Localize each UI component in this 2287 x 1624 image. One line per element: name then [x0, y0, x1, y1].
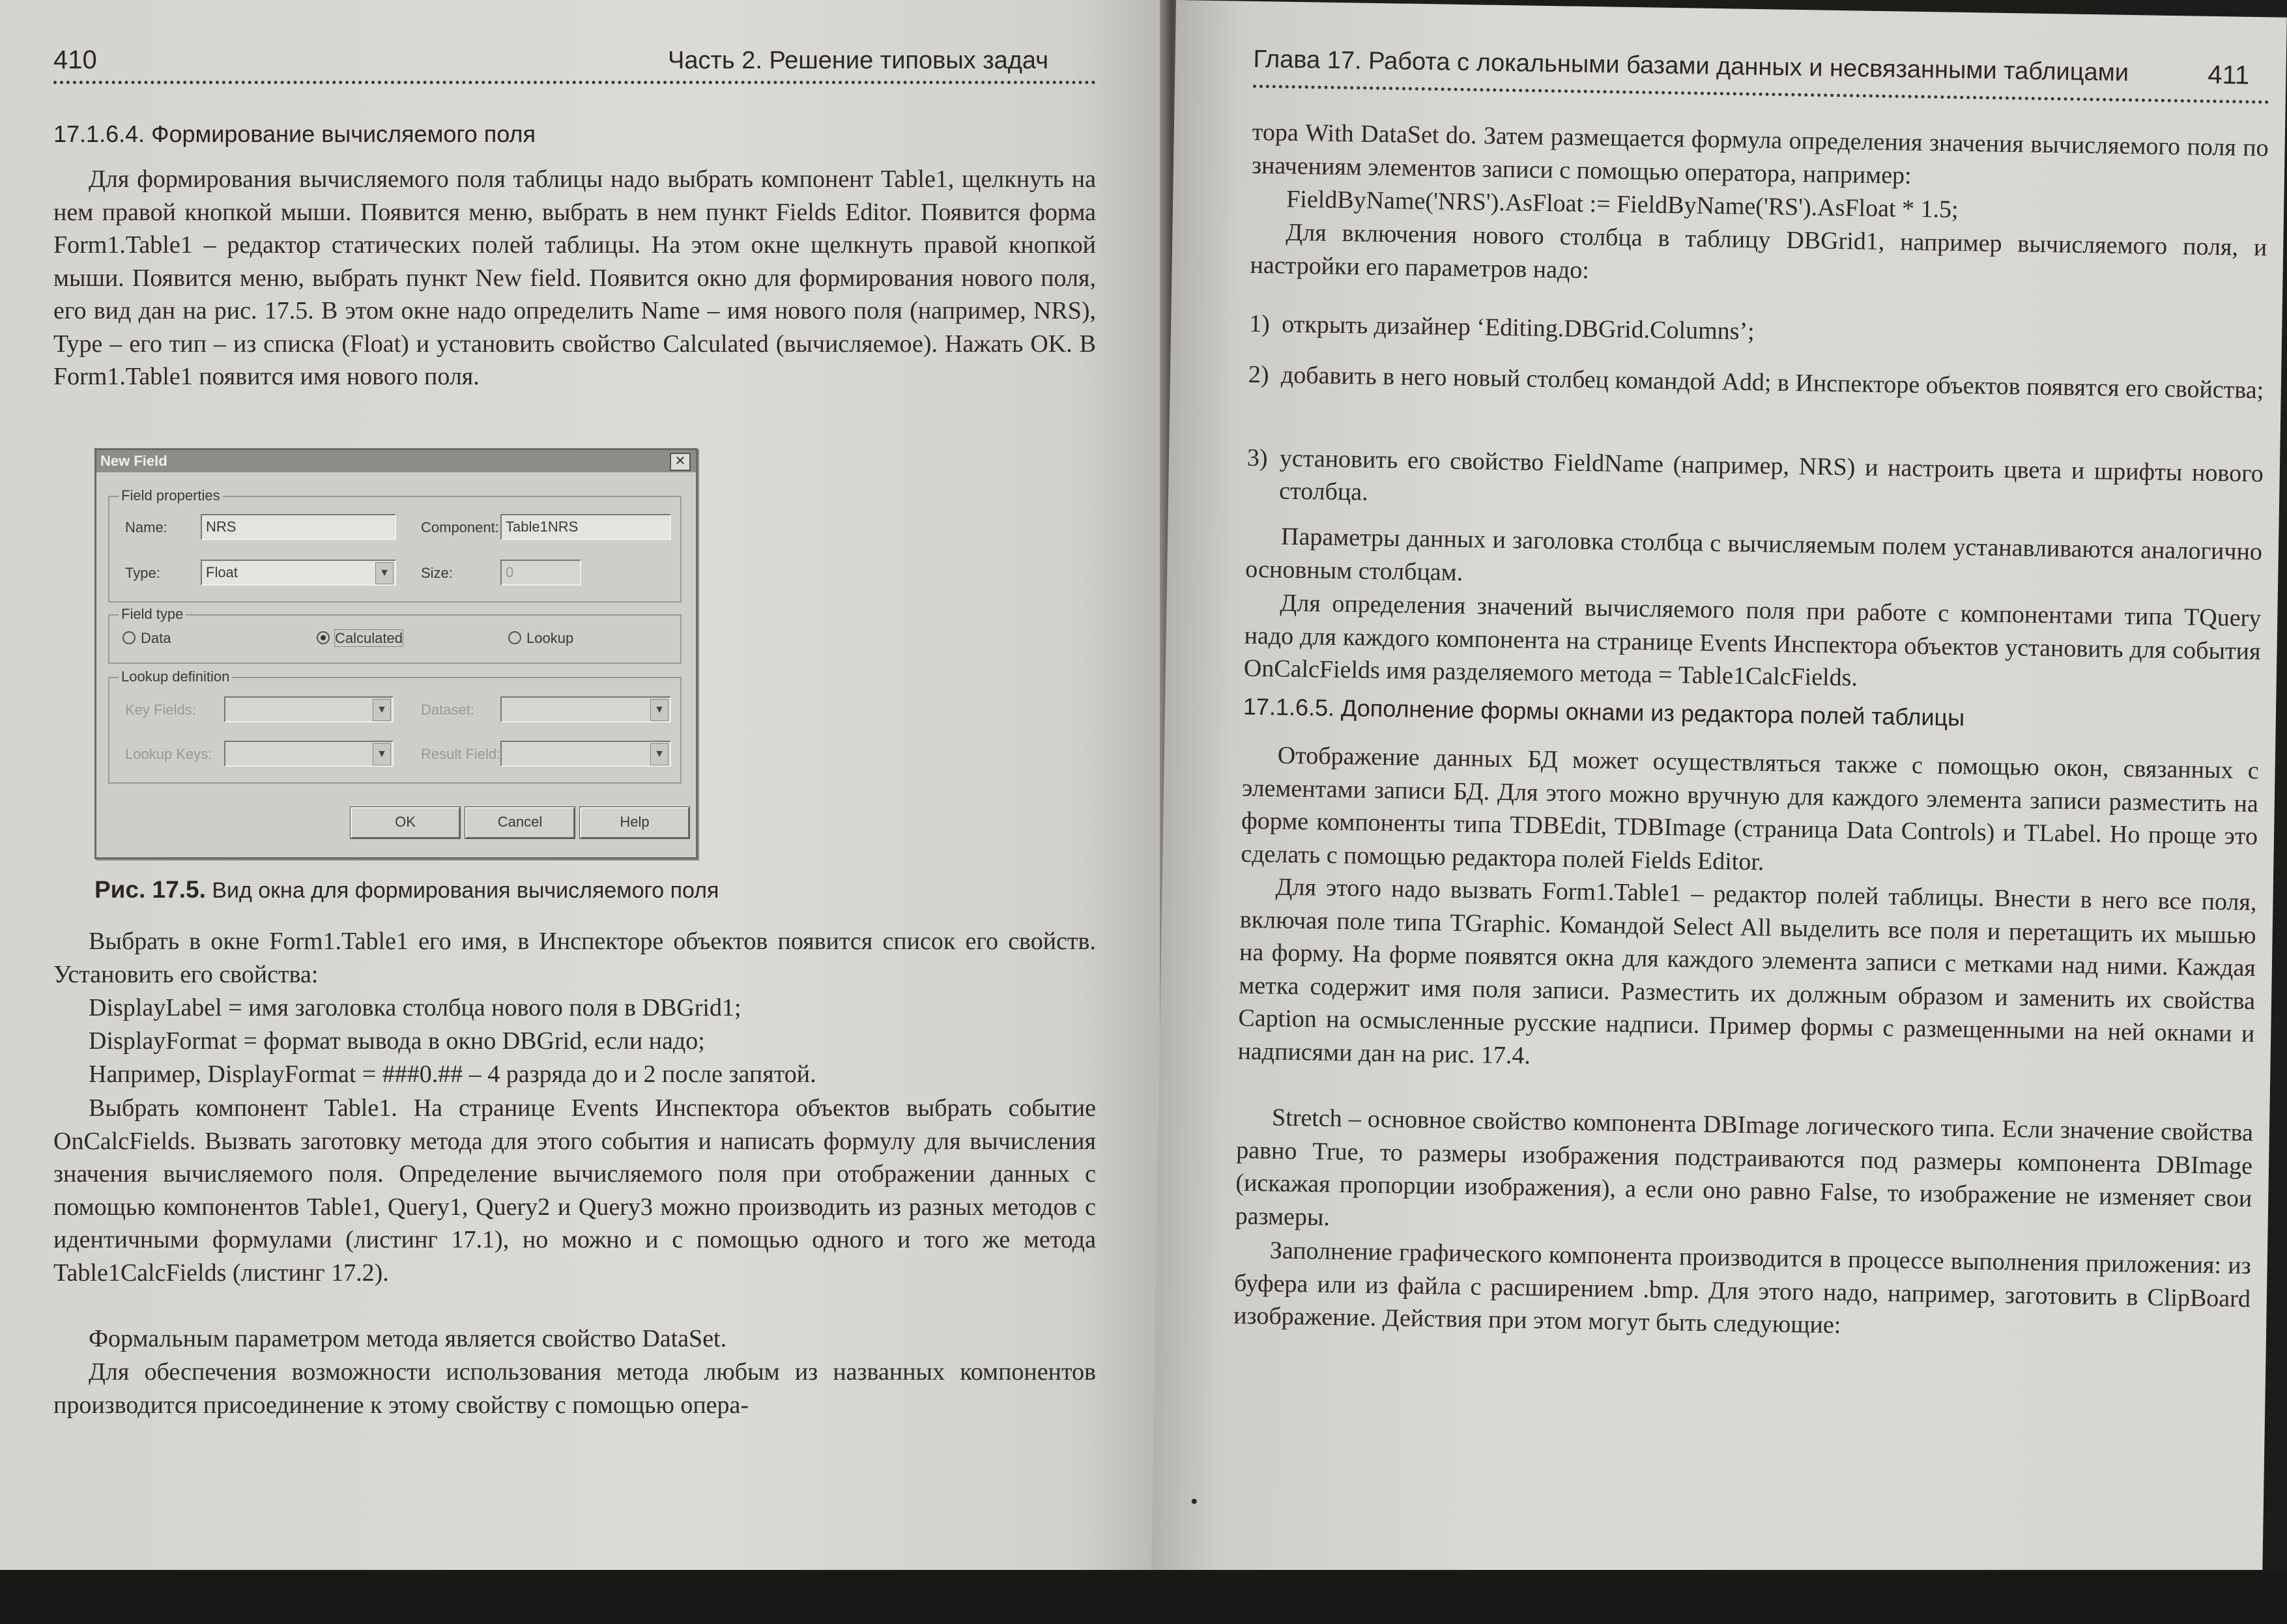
list-number: 3): [1246, 444, 1268, 472]
type-select[interactable]: [201, 560, 396, 586]
header-rule: [1253, 85, 2269, 104]
list-text: добавить в него новый столбец командой Add; в Инспекторе объектов появятся его свойства;: [1280, 361, 2264, 405]
paragraph: Выбрать компонент Table1. На странице Events Инспектора объектов выбрать событие OnCalcFields. Вызвать заготовку метода для этого события и написать формулу для вычисления значения вычисляемого поля. Определение вычисляемого поля при отображении данных с помощью компонентов Table1, Query1, Query2 и Query3 можно производить из разных методов с идентичными формулами (листинг 17.1), но можно и с помощью одного и того же метода Table1CalcFields (листинг 17.2).: [53, 1094, 1096, 1287]
list-item: [1246, 442, 2264, 522]
new-field-dialog: [94, 448, 698, 859]
chevron-down-icon[interactable]: ▼: [650, 699, 669, 721]
radio-selected-icon: [317, 631, 330, 644]
paragraph: DisplayFormat = формат вывода в окно DBGrid, если надо;: [89, 1027, 705, 1055]
paragraph: Выбрать в окне Form1.Table1 его имя, в Инспекторе объектов появится список его свойств. Установить его свойства:: [53, 928, 1096, 988]
size-label: Size:: [421, 565, 453, 581]
paragraph: Например, DisplayFormat = ###0.## – 4 разряда до и 2 после запятой.: [89, 1061, 816, 1088]
paragraph: DisplayLabel = имя заголовка столбца нового поля в DBGrid1;: [89, 994, 741, 1021]
key-fields-select[interactable]: [224, 696, 394, 722]
section-title: 17.1.6.5. Дополнение формы окнами из редактора полей таблицы: [1243, 692, 1965, 732]
help-button[interactable]: Help: [580, 807, 689, 838]
list-text: открыть дизайнер ‘Editing.DBGrid.Columns’;: [1281, 310, 1755, 346]
size-input[interactable]: 0: [500, 560, 581, 586]
left-page: [0, 0, 1166, 1576]
code-line: FieldByName('NRS').AsFloat := FieldByName('RS').AsFloat * 1.5;: [1286, 185, 1959, 223]
chevron-down-icon[interactable]: ▼: [373, 699, 391, 721]
lookup-definition-group: [108, 668, 682, 784]
radio-calculated[interactable]: [317, 630, 403, 647]
paragraph: Для определения значений вычисляемого поля при работе с компонентами типа TQuery надо для каждого компонента на странице Events Инспектора объектов установить для события OnCalcFields имя разделяемого метода = Table1CalcFields.: [1243, 589, 2262, 692]
group-label: Field type: [119, 606, 186, 623]
section-title: 17.1.6.4. Формирование вычисляемого поля: [53, 121, 536, 147]
running-title: Часть 2. Решение типовых задач: [668, 47, 1049, 74]
paragraph: тора With DataSet do. Затем размещается формула определения значения вычисляемого поля по значениям элементов записи с помощью оператора, например:: [1251, 118, 2269, 190]
cancel-button[interactable]: Cancel: [465, 807, 575, 838]
figure-label: Рис. 17.5.: [94, 876, 206, 903]
result-field-select[interactable]: [500, 741, 671, 767]
paragraph: Параметры данных и заголовка столбца с вычисляемым полем устанавливаются аналогично основным столбцам.: [1244, 522, 2263, 586]
component-input[interactable]: Table1NRS: [500, 514, 671, 540]
paragraph: Формальным параметром метода является свойство DataSet.: [89, 1325, 727, 1352]
figure-caption-text: Вид окна для формирования вычисляемого поля: [212, 878, 719, 903]
paragraph: Для формирования вычисляемого поля таблицы надо выбрать компонент Table1, щелкнуть на нем правой кнопкой мыши. Появится меню, выбрать в нем пункт Fields Editor. Появится форма Form1.Table1 – редактор статических полей таблицы. На этом окне щелкнуть правой кнопкой мыши. Появится меню, выбрать пункт New field. Появится окно для формирования нового поля, его вид дан на рис. 17.5. В этом окне надо определить Name – имя нового поля (например, NRS), Type – его тип – из списка (Float) и установить свойство Calculated (вычисляемое). Нажать OK. В Form1.Table1 появится имя нового поля.: [53, 165, 1096, 390]
paragraph: Для включения нового столбца в таблицу DBGrid1, например вычисляемого поля, и настройки его параметров надо:: [1250, 218, 2267, 284]
field-type-group: [108, 606, 682, 664]
component-label: Component:: [421, 519, 499, 535]
name-input[interactable]: NRS: [201, 514, 396, 540]
dialog-title-bar: [96, 450, 696, 472]
lookup-keys-select[interactable]: [224, 741, 394, 767]
field-properties-group: [108, 487, 682, 603]
scan-bottom-edge: [0, 1570, 2287, 1624]
key-fields-label: Key Fields:: [125, 702, 196, 718]
paragraph: Отображение данных БД может осуществляться также с помощью окон, связанных с элементами записи БД. Для этого можно вручную для каждого элемента записи разместить на форме компоненты типа TDBEdit, TDBImage (страница Data Controls) и TLabel. Но проще это сделать с помощью редактора полей Fields Editor.: [1241, 741, 2259, 876]
figure-caption: [94, 876, 719, 904]
paragraph: Заполнение графического компонента производится в процессе выполнения приложения: из буфера или из файла с расширением .bmp. Для этого надо, например, заготовить в ClipBoard изображение. Действия при этом могут быть следующие:: [1233, 1236, 2252, 1339]
page-number: 411: [2208, 60, 2250, 90]
list-number: 2): [1248, 360, 1269, 389]
group-label: Field properties: [119, 487, 223, 504]
list-item: [1249, 307, 2266, 356]
list-number: 1): [1248, 309, 1271, 338]
page-number: 410: [53, 46, 97, 74]
list-text: установить его свойство FieldName (например, NRS) и настроить цвета и шрифты нового столбца.: [1278, 444, 2264, 506]
chevron-down-icon[interactable]: ▼: [650, 743, 669, 765]
lookup-keys-label: Lookup Keys:: [125, 746, 212, 762]
paragraph: Для этого надо вызвать Form1.Table1 – редактор полей таблицы. Внести в него все поля, включая поле типа TGraphic. Командой Select All выделить все поля и перетащить их мышью на форму. На форме появятся окна для каждого элемента записи с метками над ними. Каждая метка содержит имя поля записи. Разместить их должным образом и заменить их свойства Caption на осмысленные русские надписи. Пример формы с размещенными на ней окнами и надписями дан на рис. 17.4.: [1237, 873, 2257, 1070]
paragraph: Для обеспечения возможности использования метода любым из названных компонентов производится присоединение к этому свойству с помощью опера-: [53, 1358, 1096, 1419]
radio-label: Data: [141, 630, 171, 646]
radio-lookup[interactable]: [508, 630, 573, 647]
ink-mark: [1192, 1499, 1197, 1504]
radio-icon: [508, 631, 521, 644]
list-item: [1248, 358, 2265, 439]
radio-label: Calculated: [335, 630, 403, 646]
ok-button[interactable]: OK: [351, 807, 460, 838]
paragraph: Stretch – основное свойство компонента DBImage логического типа. Если значение свойства равно True, то размеры изображения подстраиваются под размеры компонента DBImage (искажая пропорции изображения), а если оно равно False, то изображение не изменяет свои размеры.: [1235, 1104, 2254, 1231]
name-label: Name:: [125, 519, 167, 535]
running-title: Глава 17. Работа с локальными базами данных и несвязанными таблицами: [1253, 45, 2129, 87]
chevron-down-icon[interactable]: ▼: [375, 562, 394, 584]
result-field-label: Result Field:: [421, 746, 501, 762]
chevron-down-icon[interactable]: ▼: [373, 743, 391, 765]
radio-label: Lookup: [526, 630, 574, 646]
type-label: Type:: [125, 565, 160, 581]
dataset-select[interactable]: [500, 696, 671, 722]
dialog-title: New Field: [100, 453, 167, 469]
close-icon[interactable]: ✕: [670, 453, 691, 471]
radio-icon: [122, 631, 136, 644]
dataset-label: Dataset:: [421, 702, 474, 718]
group-label: Lookup definition: [119, 668, 232, 685]
radio-data[interactable]: [122, 630, 171, 647]
header-rule: [53, 81, 1096, 84]
right-page: [1151, 0, 2287, 1593]
type-value: Float: [206, 564, 238, 580]
